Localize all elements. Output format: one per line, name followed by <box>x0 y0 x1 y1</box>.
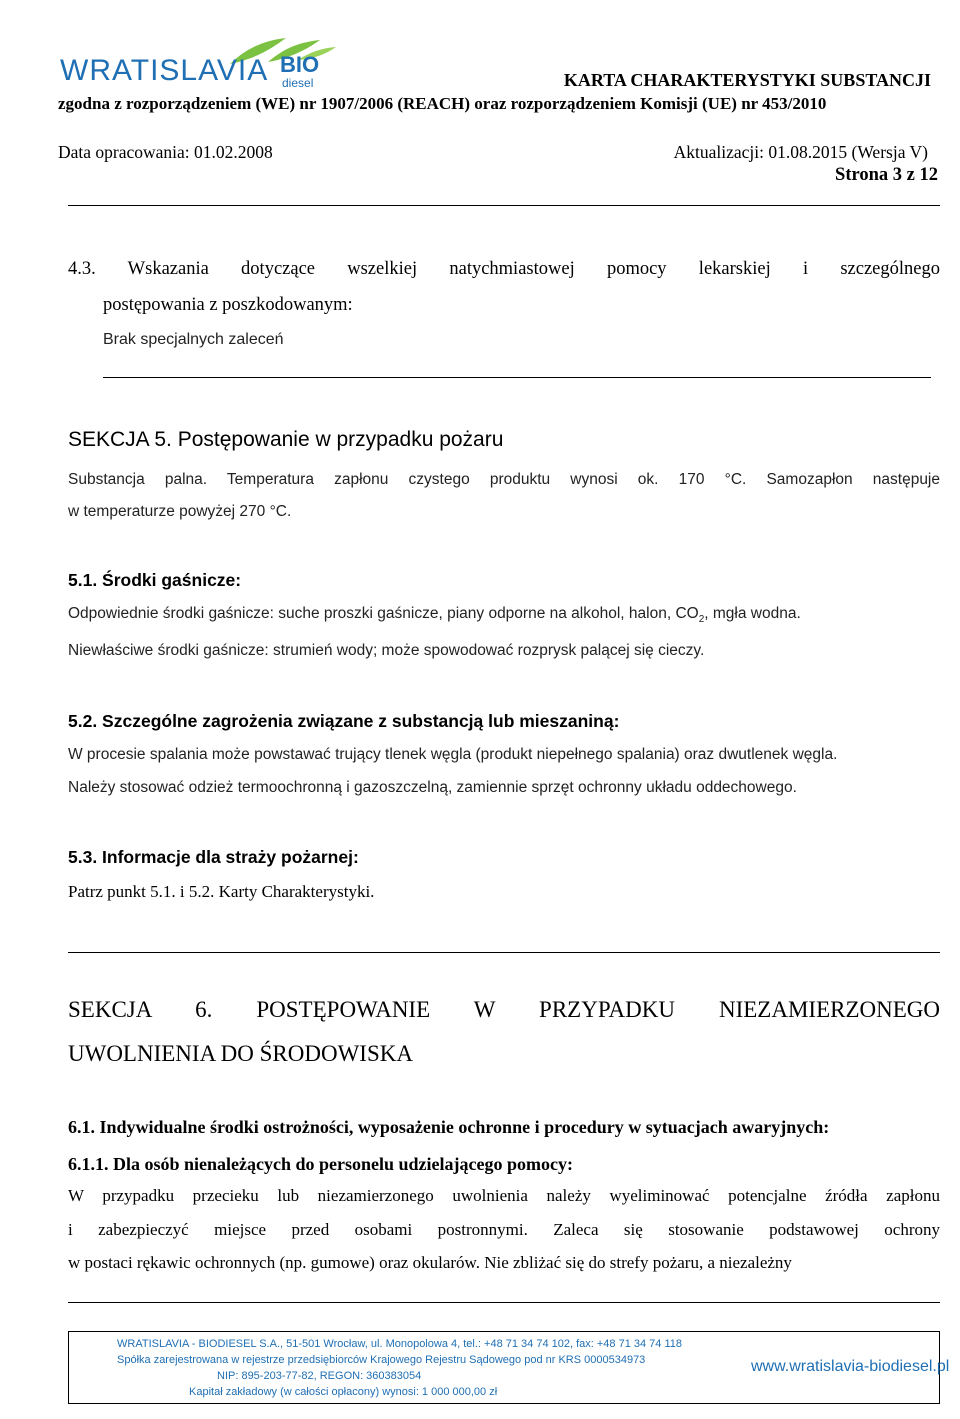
company-logo <box>60 34 320 90</box>
section4-divider <box>103 377 931 378</box>
s51-text-a: Odpowiednie środki gaśnicze: suche proszki gaśnicze, piany odporne na alkohol, halon, CO <box>68 605 699 622</box>
s51-text-b: , mgła wodna. <box>704 605 801 622</box>
header-divider <box>68 205 940 206</box>
section5-intro-line1: Substancja palna. Temperatura zapłonu czystego produktu wynosi ok. 170 °C. Samozapłon następuje <box>68 471 940 488</box>
footer-box <box>68 1331 950 1404</box>
s611-body-line3: w postaci rękawic ochronnych (np. gumowe) oraz okularów. Nie zbliżać się do strefy pożaru, a niezależny <box>68 1253 792 1272</box>
s53-body: Patrz punkt 5.1. i 5.2. Karty Charakterystyki. <box>68 882 375 901</box>
regulation-note: zgodna z rozporządzeniem (WE) nr 1907/2006 (REACH) oraz rozporządzeniem Komisji (UE) nr 453/2010 <box>58 94 827 113</box>
s61-title: 6.1. Indywidualne środki ostrożności, wyposażenie ochronne i procedury w sytuacjach awaryjnych: <box>68 1117 830 1137</box>
page-number: Strona 3 z 12 <box>835 165 938 185</box>
s611-title: 6.1.1. Dla osób nienależących do personelu udzielającego pomocy: <box>68 1154 573 1174</box>
s52-body-line1: W procesie spalania może powstawać trujący tlenek węgla (produkt niepełnego spalania) oraz dwutlenek węgla. <box>68 746 838 763</box>
co2-subscript: 2 <box>698 614 705 626</box>
s43-heading-line2: postępowania z poszkodowanym: <box>103 295 353 315</box>
s51-body-line2: Niewłaściwe środki gaśnicze: strumień wody; może spowodować rozprysk palącej się cieczy. <box>68 642 705 659</box>
logo-bio: BIO <box>280 52 320 77</box>
logo-diesel: diesel <box>282 76 314 90</box>
date-prepared: Data opracowania: 01.02.2008 <box>58 142 273 162</box>
footer-capital: Kapitał zakładowy (w całości opłacony) wynosi: 1 000 000,00 zł <box>189 1386 498 1398</box>
footer-tax-ids: NIP: 895-203-77-82, REGON: 360383054 <box>217 1370 422 1382</box>
s51-title: 5.1. Środki gaśnicze: <box>68 570 242 590</box>
date-updated: Aktualizacji: 01.08.2015 (Wersja V) <box>673 142 928 162</box>
section5-intro-line2: w temperaturze powyżej 270 °C. <box>68 503 292 520</box>
document-title: KARTA CHARAKTERYSTYKI SUBSTANCJI <box>563 70 931 90</box>
s43-body: Brak specjalnych zaleceń <box>103 331 284 348</box>
s53-title: 5.3. Informacje dla straży pożarnej: <box>68 847 359 867</box>
s52-title: 5.2. Szczególne zagrożenia związane z substancją lub mieszaniną: <box>68 711 620 731</box>
footer-website-link[interactable]: www.wratislavia-biodiesel.pl <box>751 1358 950 1375</box>
s611-body-line1: W przypadku przecieku lub niezamierzonego uwolnienia należy wyeliminować potencjalne źródła zapłonu <box>68 1186 940 1205</box>
section6-title-line2: UWOLNIENIA DO ŚRODOWISKA <box>68 1041 413 1066</box>
s611-body-line2: i zabezpieczyć miejsce przed osobami postronnymi. Zaleca się stosowanie podstawowej ochrony <box>68 1220 940 1239</box>
s51-body-line1 <box>68 605 801 625</box>
logo-wordmark: WRATISLAVIA <box>60 54 269 87</box>
section5-title: SEKCJA 5. Postępowanie w przypadku pożaru <box>68 428 504 451</box>
footer-divider <box>68 1302 940 1303</box>
s52-body-line2: Należy stosować odzież termoochronną i gazoszczelną, zamiennie sprzęt ochronny układu oddechowego. <box>68 779 797 796</box>
s43-heading-line1: 4.3. Wskazania dotyczące wszelkiej natychmiastowej pomocy lekarskiej i szczególnego <box>68 259 940 279</box>
footer-registry: Spółka zarejestrowana w rejestrze przedsiębiorców Krajowego Rejestru Sądowego pod nr KRS 0000534973 <box>117 1354 646 1366</box>
section6-title-line1: SEKCJA 6. POSTĘPOWANIE W PRZYPADKU NIEZAMIERZONEGO <box>68 997 940 1022</box>
section5-divider <box>68 952 940 953</box>
footer-address: WRATISLAVIA - BIODIESEL S.A., 51-501 Wrocław, ul. Monopolowa 4, tel.: +48 71 34 74 102, fax: +48 71 34 74 118 <box>117 1338 682 1350</box>
